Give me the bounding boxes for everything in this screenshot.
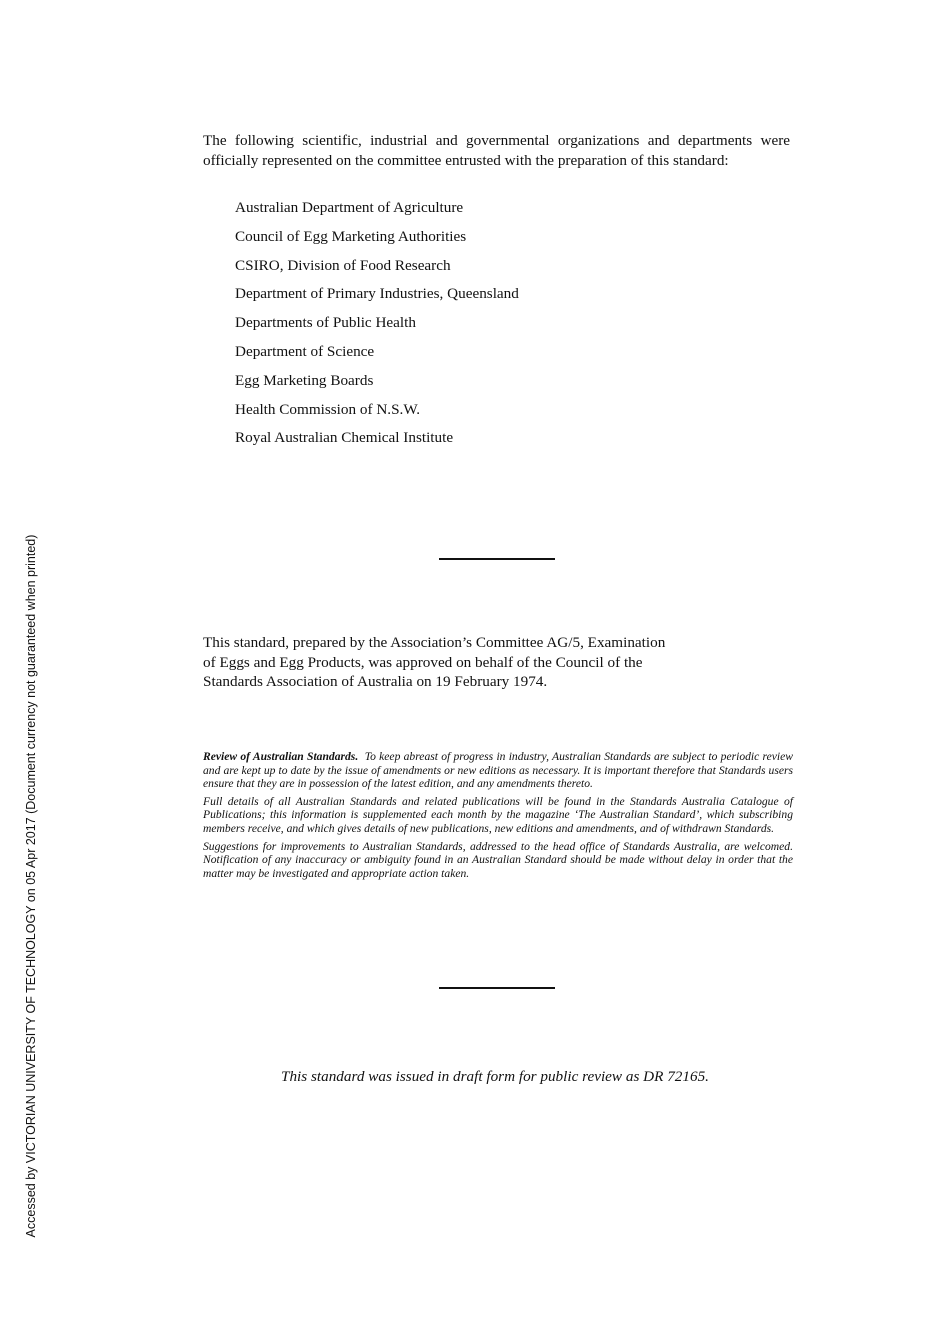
review-text: To keep abreast of progress in industry, Australian Standards are subject to periodic review and are kept up to date by the issue of amendments or new editions as necessary. It is important therefore that Standards users ensure that they are in possession of the latest edition, and any amendments thereto. [203,750,793,791]
section-divider [439,558,555,560]
organization-item: Royal Australian Chemical Institute [235,429,454,447]
committee-intro: The following scientific, industrial and governmental organizations and departments were officially represented on the committee entrusted with the preparation of this standard: [203,132,790,169]
organization-list [235,198,519,457]
review-paragraph: Suggestions for improvements to Australian Standards, addressed to the head office of Standards Australia, are welcomed. Notification of any inaccuracy or ambiguity found in an Australian Standard should be made without delay in order that the matter may be investigated and appropriate action taken. [203,839,793,880]
organization-item: Council of Egg Marketing Authorities [235,227,467,245]
organization-item: Health Commission of N.S.W. [235,400,421,418]
organization-item: Department of Science [235,342,375,360]
approval-statement [203,633,743,692]
review-notice [203,750,793,884]
review-heading: Review of Australian Standards. [203,750,359,763]
organization-item: Departments of Public Health [235,314,416,332]
organization-item: Egg Marketing Boards [235,371,374,389]
review-paragraph [203,750,793,791]
organization-item: Australian Department of Agriculture [235,199,464,216]
approval-line: Standards Association of Australia on 19 February 1974. [203,673,548,691]
approval-line: This standard, prepared by the Association’s Committee AG/5, Examination [203,634,666,651]
approval-line: of Eggs and Egg Products, was approved on behalf of the Council of the [203,653,643,671]
draft-note: This standard was issued in draft form for public review as DR 72165. [281,1068,709,1085]
access-watermark: Accessed by VICTORIAN UNIVERSITY OF TECHNOLOGY on 05 Apr 2017 (Document currency not guaranteed when printed) [24,534,38,1238]
organization-item: CSIRO, Division of Food Research [235,256,451,274]
organization-item: Department of Primary Industries, Queensland [235,285,519,303]
section-divider [439,987,555,989]
review-paragraph: Full details of all Australian Standards and related publications will be found in the Standards Australia Catalogue of Publications; this information is supplemented each month by the magazine ‘The Australian Standard’, which subscribing members receive, and which gives details of new publications, new editions and amendments, and of withdrawn Standards. [203,794,793,835]
